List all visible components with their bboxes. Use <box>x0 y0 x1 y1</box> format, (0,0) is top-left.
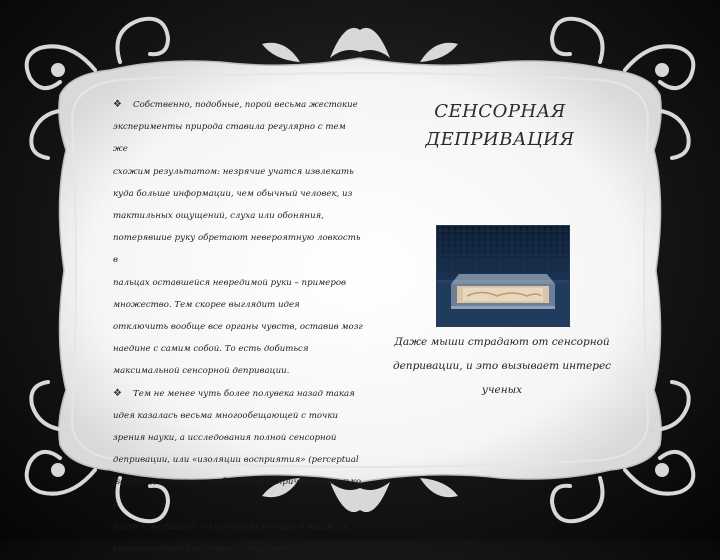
slide-title-line-2: ДЕПРИВАЦИЯ <box>425 129 575 150</box>
paragraph-1-line-3: схожим результатом: незрячие учатся извлекать <box>113 166 354 177</box>
slide-title <box>410 98 590 154</box>
diamond-flower-bullet-icon: ❖ <box>113 99 122 110</box>
body-text-column <box>113 94 363 560</box>
photo-caption-line-2: депривации, и это вызывает интерес <box>392 360 612 372</box>
paragraph-2-line-6: науке и медицине, но и в поп-культуре, а также в <box>113 521 348 532</box>
ornament-top-center <box>262 28 458 62</box>
photo-caption-line-1: Даже мыши страдают от сенсорной <box>394 336 610 348</box>
paragraph-2-line-3: зрения науки, а исследования полной сенсорной <box>113 433 337 444</box>
diamond-flower-bullet-icon: ❖ <box>113 387 122 399</box>
paragraph-2 <box>113 383 363 560</box>
paragraph-2-line-5: isolation), оставили глубокий след, причем не только в <box>113 477 362 510</box>
paragraph-1-line-6: потерявшие руку обретают невероятную ловкость в <box>113 233 361 266</box>
photo-caption <box>392 330 612 402</box>
paragraph-1-line-9: отключить вообще все органы чувств, оставив мозг <box>113 322 363 333</box>
paragraph-1-line-5: тактильных ощущений, слуха или обоняния, <box>113 211 324 222</box>
paragraph-2-line-4: депривации, или «изоляции восприятия» (perceptual <box>113 455 359 466</box>
isolation-chamber-photo-illustration <box>437 226 569 326</box>
paragraph-1-line-4: куда больше информации, чем обычный человек, из <box>113 188 353 199</box>
paragraph-1 <box>113 94 363 383</box>
paragraph-1-line-2: эксперименты природа ставила регулярно с тем же <box>113 122 346 155</box>
paragraph-1-line-8: множество. Тем скорее выглядит идея <box>113 299 300 310</box>
paragraph-2-line-2: идея казалась весьма многообещающей с точки <box>113 410 339 421</box>
paragraph-1-line-11: максимальной сенсорной депривации. <box>113 366 290 377</box>
paragraph-1-line-7: пальцах оставшейся невредимой руки – примеров <box>113 277 347 288</box>
slide-title-line-1: СЕНСОРНАЯ <box>434 101 566 122</box>
photo-caption-line-3: ученых <box>481 384 523 396</box>
isolation-chamber-photo <box>436 225 570 327</box>
paragraph-2-line-7: рекреационной индустрии и maстических учениях. <box>113 544 354 555</box>
paragraph-2-line-1: Тем не менее чуть более полувека назад такая <box>133 388 355 399</box>
paragraph-1-line-1: Собственно, подобные, порой весьма жестокие <box>133 100 358 110</box>
paragraph-1-line-10: наедине с самим собой. То есть добиться <box>113 344 309 355</box>
